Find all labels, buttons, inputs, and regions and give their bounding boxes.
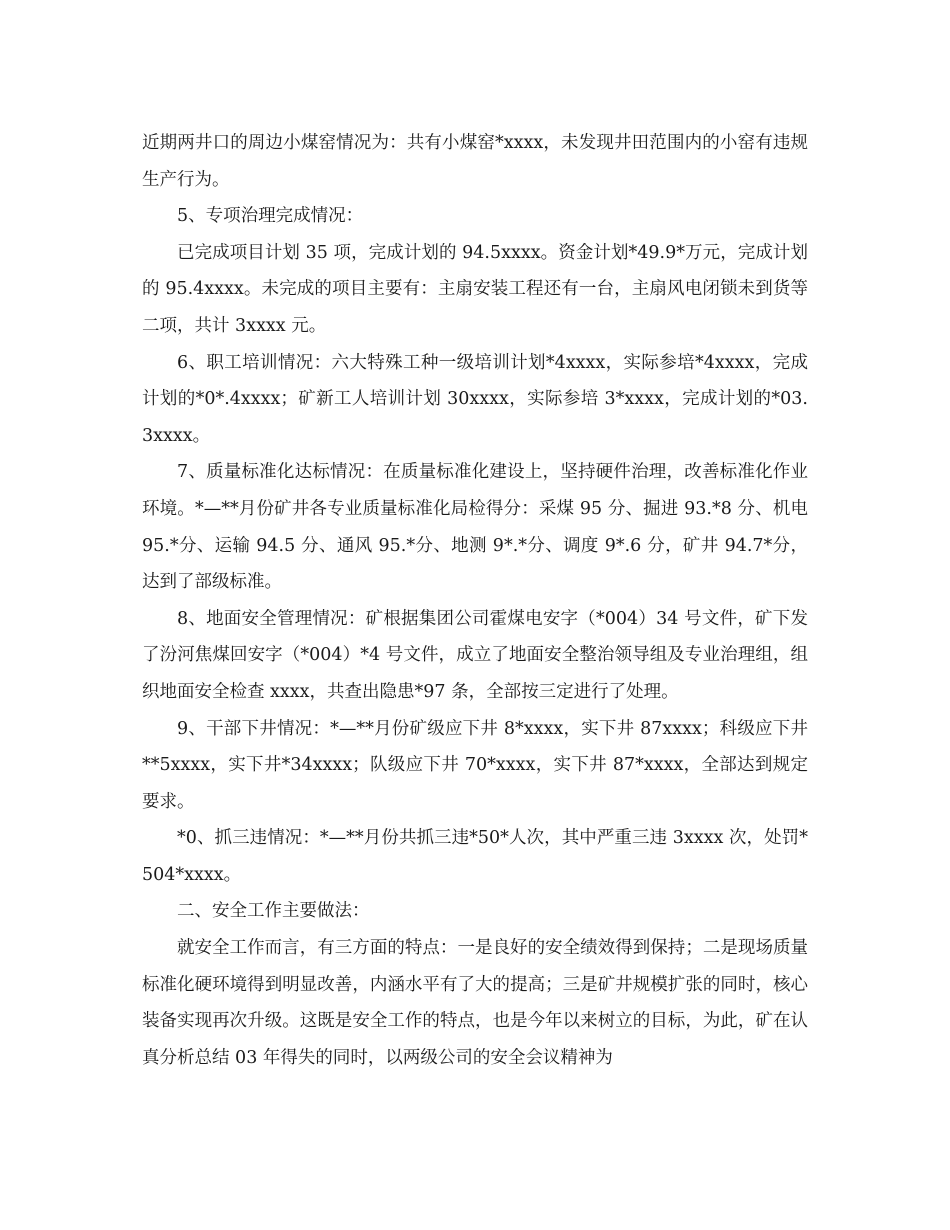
document-body	[142, 125, 808, 1076]
section-heading-safety-practices: 二、安全工作主要做法：	[177, 901, 370, 922]
heading-special-governance: 5、专项治理完成情况：	[177, 206, 364, 227]
paragraph-quality-standardization: 7、质量标准化达标情况：在质量标准化建设上，坚持硬件治理，改善标准化作业环境。*—**月份矿井各专业质量标准化局检得分：采煤 95 分、掘进 93.*8 分、机电 95.*分、运输 94.5 分、通风 95.*分、地测 9*.*分、调度 9*.6 分，矿井 94.7*分，达到了部级标准。	[142, 462, 808, 593]
paragraph-staff-training: 6、职工培训情况：六大特殊工种一级培训计划*4xxxx，实际参培*4xxxx，完成计划的*0*.4xxxx；矿新工人培训计划 30xxxx，实际参培 3*xxxx，完成计划的*03.3xxxx。	[142, 352, 808, 446]
paragraph-special-governance: 已完成项目计划 35 项，完成计划的 94.5xxxx。资金计划*49.9*万元，完成计划的 95.4xxxx。未完成的项目主要有：主扇安装工程还有一台，主扇风电闭锁未到货等二项，共计 3xxxx 元。	[142, 242, 808, 336]
paragraph-three-violations: *0、抓三违情况：*—**月份共抓三违*50*人次，其中严重三违 3xxxx 次，处罚*504*xxxx。	[142, 828, 808, 885]
paragraph-cadre-underground: 9、干部下井情况：*—**月份矿级应下井 8*xxxx，实下井 87xxxx；科级应下井**5xxxx，实下井*34xxxx；队级应下井 70*xxxx，实下井 87*xxxx，全部达到规定要求。	[142, 718, 808, 812]
paragraph-surface-safety: 8、地面安全管理情况：矿根据集团公司霍煤电安字（*004）34 号文件，矿下发了汾河焦煤回安字（*004）*4 号文件，成立了地面安全整治领导组及专业治理组，组织地面安全检查 xxxx，共查出隐患*97 条，全部按三定进行了处理。	[142, 608, 808, 702]
paragraph-safety-practices: 就安全工作而言，有三方面的特点：一是良好的安全绩效得到保持；二是现场质量标准化硬环境得到明显改善，内涵水平有了大的提高；三是矿井规模扩张的同时，核心装备实现再次升级。这既是安全工作的特点，也是今年以来树立的目标，为此，矿在认真分析总结 03 年得失的同时，以两级公司的安全会议精神为	[142, 938, 808, 1068]
paragraph-small-coal-mines: 近期两井口的周边小煤窑情况为：共有小煤窑*xxxx，未发现井田范围内的小窑有违规生产行为。	[142, 133, 808, 190]
